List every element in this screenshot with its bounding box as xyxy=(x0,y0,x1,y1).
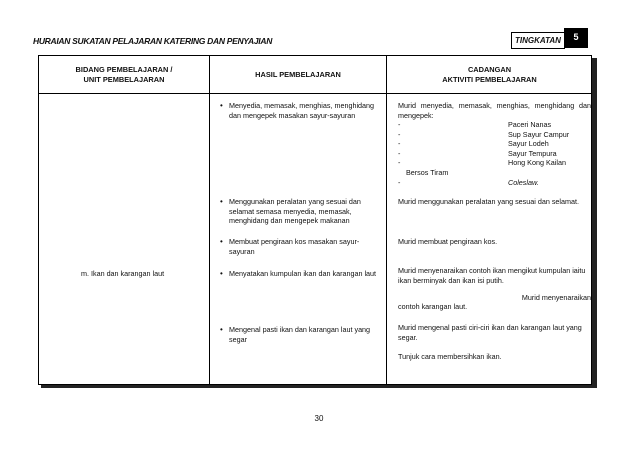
col3-header-line: CADANGAN xyxy=(467,65,512,74)
page-number: 30 xyxy=(314,414,324,423)
col3-header-line: AKTIVITI PEMBELAJARAN xyxy=(442,75,537,84)
column-divider xyxy=(386,56,387,384)
list-dash: - xyxy=(398,148,401,158)
col1-header-line: BIDANG PEMBELAJARAN / xyxy=(75,65,173,74)
list-dash: - xyxy=(398,177,401,187)
list-dash: - xyxy=(398,129,401,139)
dish-name: Sup Sayur Campur xyxy=(508,129,570,139)
unit-label: m. Ikan dan karangan laut xyxy=(81,269,165,278)
col3-header xyxy=(387,65,592,85)
activity-text: Murid membuat pengiraan kos. xyxy=(398,237,498,246)
list-dash: - xyxy=(398,139,401,149)
dish-list-item xyxy=(398,158,591,168)
outcome-item: • Membuat pengiraan kos masakan sayur-sayuran xyxy=(229,237,379,256)
col2-header: HASIL PEMBELAJARAN xyxy=(255,70,341,79)
document-header-title: HURAIAN SUKATAN PELAJARAN KATERING DAN PENYAJIAN xyxy=(33,36,273,46)
column-divider xyxy=(209,56,210,384)
outcome-item: • Menggunakan peralatan yang sesuai dan selamat semasa menyedia, memasak, menghidang dan mengepek makanan xyxy=(229,197,379,226)
dish-list-item xyxy=(398,120,591,130)
dish-name: Coleslaw. xyxy=(508,177,539,187)
outcome-item: • Menyedia, memasak, menghias, menghidang dan mengepek masakan sayur-sayuran xyxy=(229,101,379,120)
syllabus-table xyxy=(38,55,592,385)
activity-text: Murid menyenaraikan contoh ikan mengikut kumpulan iaitu ikan berminyak dan ikan isi putih. xyxy=(398,266,586,285)
outcome-item: • Mengenal pasti ikan dan karangan laut yang segar xyxy=(229,325,379,344)
list-dash: - xyxy=(398,158,401,168)
col1-header-line: UNIT PEMBELAJARAN xyxy=(83,75,165,84)
col1-header xyxy=(39,65,209,85)
tingkatan-label: TINGKATAN xyxy=(511,32,565,49)
dish-name: Sayur Lodeh xyxy=(508,139,549,149)
dish-list-item: Bersos Tiram xyxy=(406,167,449,177)
dish-name: Hong Kong Kailan xyxy=(508,158,566,168)
dish-list-item xyxy=(398,178,591,188)
dish-list-item xyxy=(398,130,591,140)
activity-text: Murid menyenaraikan xyxy=(521,293,591,302)
dish-list xyxy=(398,120,591,187)
activity-text: Murid menggunakan peralatan yang sesuai dan selamat. xyxy=(398,197,580,206)
list-dash: - xyxy=(398,120,401,129)
activity-text: Tunjuk cara membersihkan ikan. xyxy=(398,352,502,361)
tingkatan-level-badge: 5 xyxy=(564,28,588,48)
activity-text: Murid menyedia, memasak, menghias, menghidang dan mengepek: xyxy=(398,101,591,120)
outcome-item: • Menyatakan kumpulan ikan dan karangan laut xyxy=(229,269,379,279)
dish-list-item xyxy=(398,139,591,149)
header-divider xyxy=(39,93,591,94)
dish-name: Sayur Tempura xyxy=(508,148,557,158)
activity-text: contoh karangan laut. xyxy=(398,302,468,311)
activity-text: Murid mengenal pasti ciri-ciri ikan dan karangan laut yang segar. xyxy=(398,323,582,342)
dish-list-item xyxy=(398,149,591,159)
dish-name: Paceri Nanas xyxy=(508,120,552,129)
